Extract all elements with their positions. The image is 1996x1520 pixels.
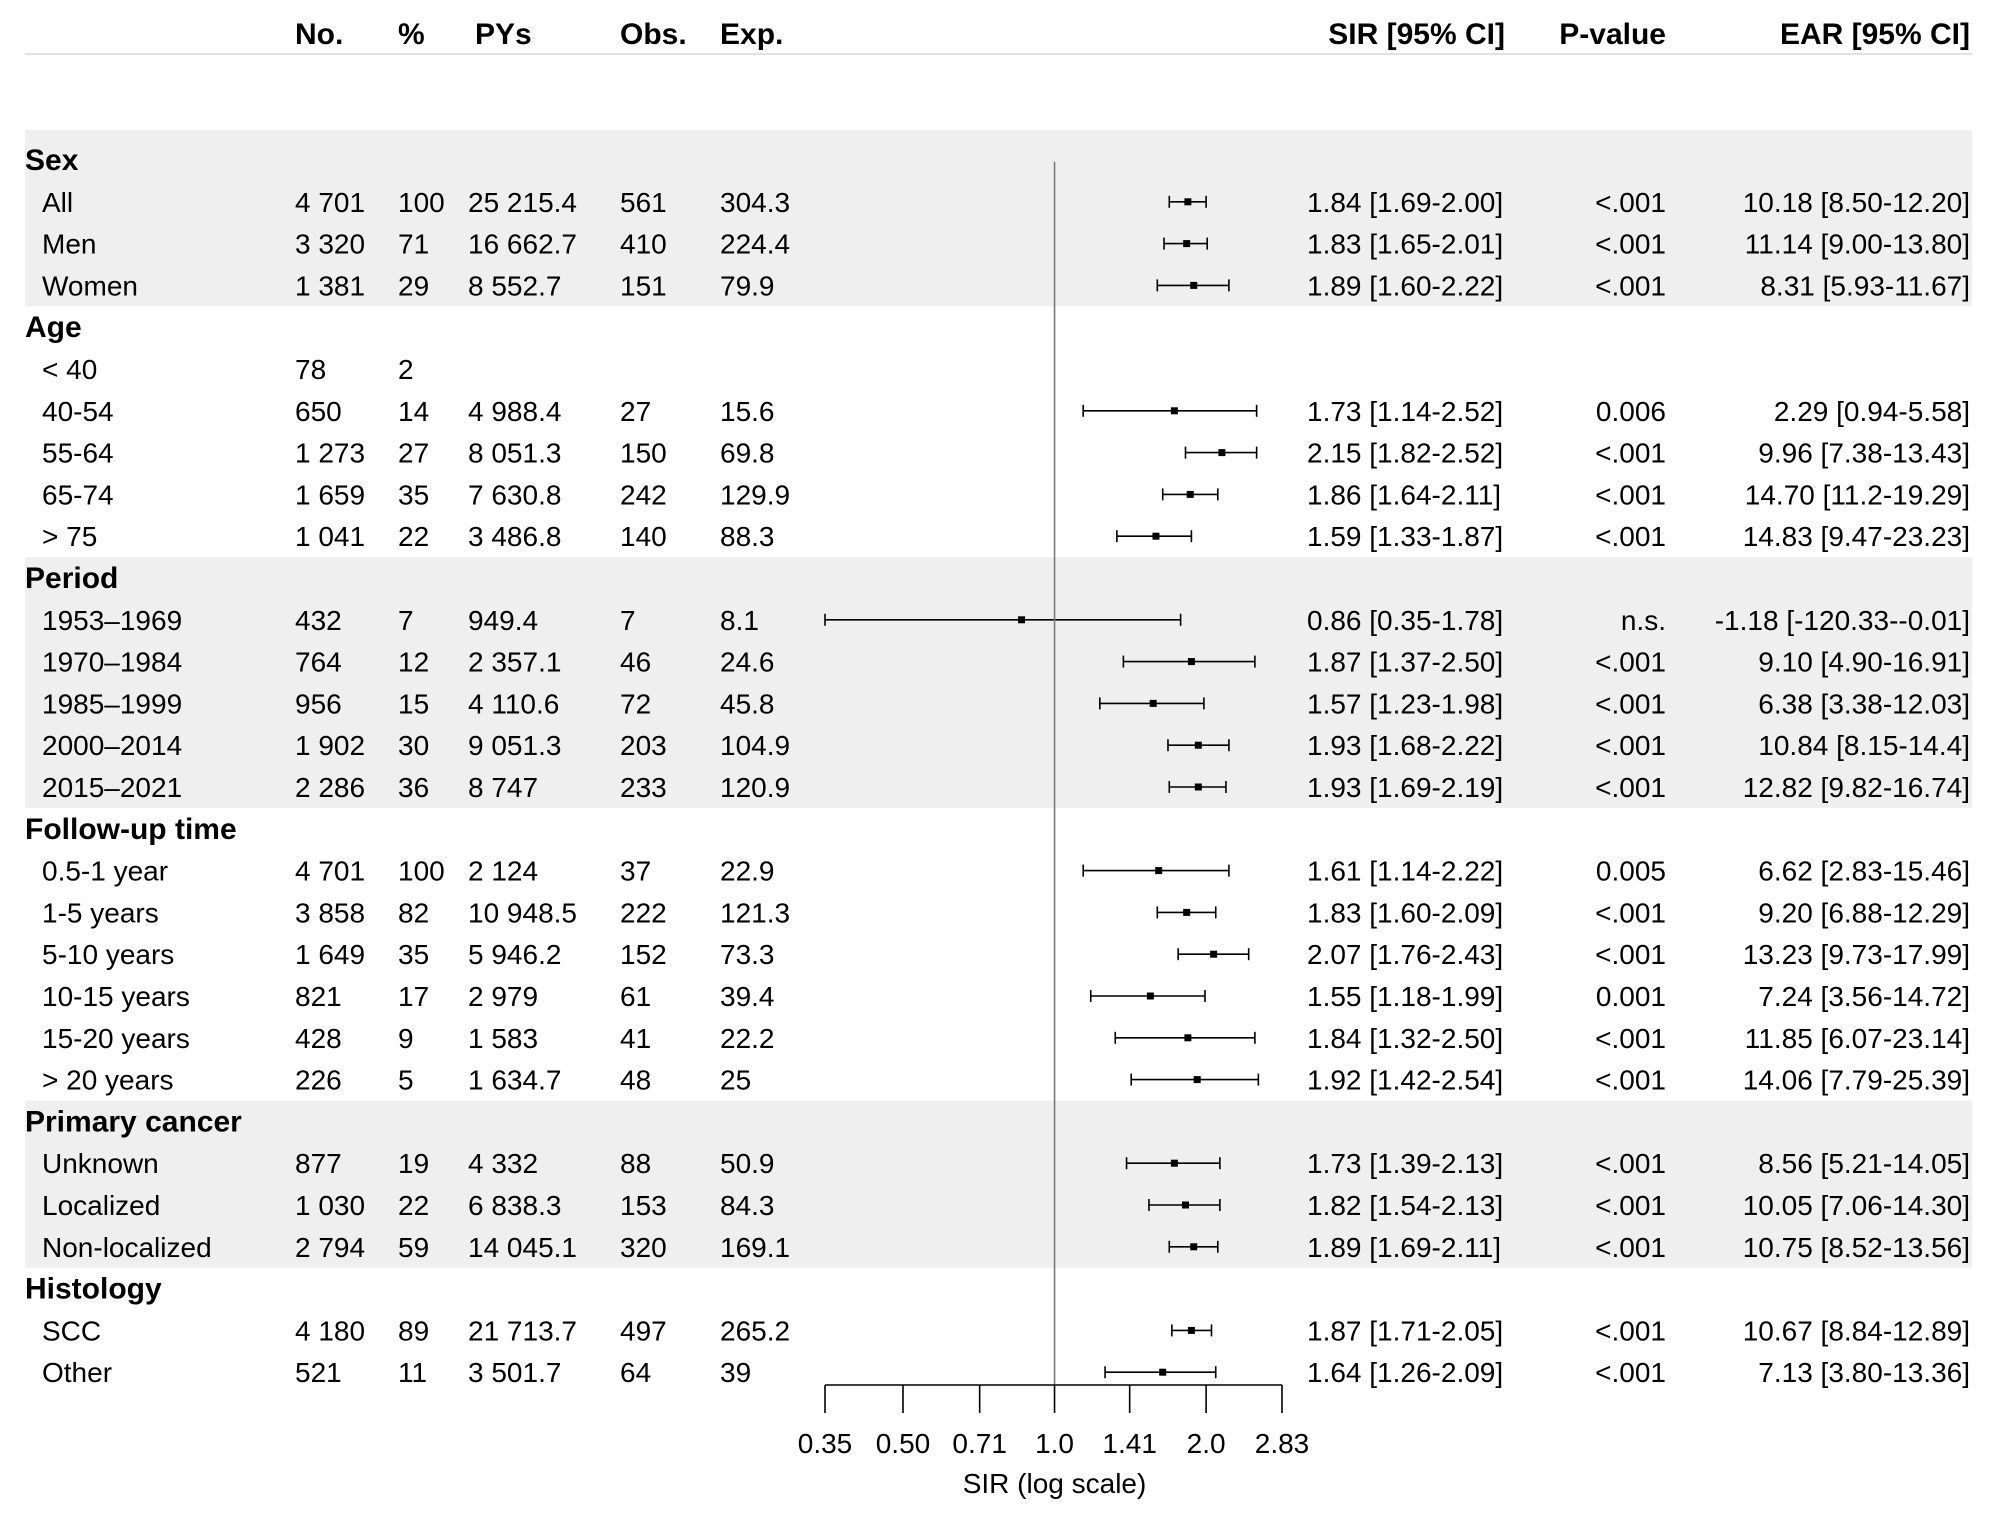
cell-pvalue: <.001 <box>1595 1315 1666 1347</box>
row-label: Unknown <box>42 1148 159 1180</box>
cell-percent: 100 <box>398 855 445 887</box>
row-label: 2000–2014 <box>42 730 183 762</box>
cell-exp: 50.9 <box>720 1148 775 1180</box>
cell-no: 821 <box>295 981 342 1012</box>
cell-exp: 121.3 <box>720 897 791 929</box>
point-estimate <box>1183 909 1190 916</box>
point-estimate <box>1171 1160 1178 1167</box>
cell-obs: 222 <box>620 897 667 929</box>
cell-ear-ci: 8.31 [5.93-11.67] <box>1760 270 1970 302</box>
cell-sir-ci: 1.59 [1.33-1.87] <box>1307 521 1504 553</box>
cell-pys: 6 838.3 <box>468 1190 562 1221</box>
cell-pys: 2 124 <box>468 855 539 887</box>
cell-obs: 140 <box>620 521 667 553</box>
cell-sir-ci: 1.86 [1.64-2.11] <box>1307 479 1502 511</box>
point-estimate <box>1171 407 1178 414</box>
row-label: > 75 <box>42 521 98 553</box>
cell-sir-ci: 1.87 [1.71-2.05] <box>1307 1315 1504 1347</box>
cell-percent: 35 <box>398 939 430 971</box>
cell-no: 2 286 <box>295 772 366 803</box>
cell-pvalue: 0.006 <box>1595 395 1666 427</box>
point-estimate <box>1188 1327 1195 1334</box>
cell-sir-ci: 1.84 [1.69-2.00] <box>1307 186 1504 218</box>
cell-pys: 1 583 <box>468 1022 539 1054</box>
row-label: 1-5 years <box>42 897 159 929</box>
row-label: Localized <box>42 1190 161 1221</box>
cell-pys: 5 946.2 <box>468 939 562 971</box>
cell-pys: 4 988.4 <box>468 395 562 427</box>
cell-ear-ci: 10.05 [7.06-14.30] <box>1742 1190 1970 1221</box>
cell-pvalue: <.001 <box>1595 228 1666 260</box>
cell-pvalue: <.001 <box>1595 646 1666 678</box>
cell-sir-ci: 1.87 [1.37-2.50] <box>1307 646 1504 678</box>
row-label: 1953–1969 <box>42 604 183 636</box>
point-estimate <box>1187 491 1194 498</box>
cell-pvalue: <.001 <box>1595 897 1666 929</box>
cell-ear-ci: 14.83 [9.47-23.23] <box>1742 521 1970 553</box>
point-estimate <box>1218 449 1225 456</box>
cell-ear-ci: 10.75 [8.52-13.56] <box>1742 1231 1970 1263</box>
cell-sir-ci: 1.57 [1.23-1.98] <box>1307 688 1504 720</box>
group-label: Period <box>25 562 119 595</box>
cell-pvalue: <.001 <box>1595 1231 1666 1263</box>
point-estimate <box>1155 867 1162 874</box>
cell-obs: 72 <box>620 688 652 720</box>
cell-no: 1 030 <box>295 1190 366 1221</box>
cell-sir-ci: 1.55 [1.18-1.99] <box>1307 981 1504 1012</box>
cell-no: 1 381 <box>295 270 366 302</box>
point-estimate <box>1018 616 1025 623</box>
point-estimate <box>1147 993 1154 1000</box>
cell-ear-ci: -1.18 [-120.33--0.01] <box>1714 604 1970 636</box>
cell-sir-ci: 1.83 [1.65-2.01] <box>1307 228 1504 260</box>
point-estimate <box>1210 951 1217 958</box>
row-label: 15-20 years <box>42 1022 190 1054</box>
cell-pvalue: <.001 <box>1595 437 1666 469</box>
cell-pys: 16 662.7 <box>468 228 577 260</box>
cell-no: 4 701 <box>295 186 366 218</box>
cell-obs: 242 <box>620 479 667 511</box>
cell-pys: 25 215.4 <box>468 186 577 218</box>
cell-pvalue: <.001 <box>1595 772 1666 803</box>
cell-percent: 9 <box>398 1022 414 1054</box>
point-estimate <box>1190 282 1197 289</box>
cell-sir-ci: 1.73 [1.14-2.52] <box>1307 395 1504 427</box>
x-tick-label: 0.35 <box>797 1428 853 1459</box>
x-tick-label: 2.83 <box>1254 1428 1310 1459</box>
point-estimate <box>1188 658 1195 665</box>
table-header <box>25 18 1972 54</box>
cell-pvalue: 0.001 <box>1595 981 1666 1012</box>
cell-sir-ci: 2.15 [1.82-2.52] <box>1307 437 1504 469</box>
cell-sir-ci: 0.86 [0.35-1.78] <box>1307 604 1504 636</box>
header-obs: Obs. <box>620 18 687 51</box>
cell-pvalue: <.001 <box>1595 270 1666 302</box>
cell-pys: 1 634.7 <box>468 1064 562 1096</box>
cell-ear-ci: 14.70 [11.2-19.29] <box>1744 479 1970 511</box>
row-label: Non-localized <box>42 1231 212 1263</box>
cell-sir-ci: 2.07 [1.76-2.43] <box>1307 939 1504 971</box>
cell-pvalue: n.s. <box>1620 604 1666 636</box>
header-percent: % <box>398 18 425 51</box>
cell-no: 1 273 <box>295 437 366 469</box>
point-estimate <box>1184 198 1191 205</box>
cell-pvalue: <.001 <box>1595 1190 1666 1221</box>
x-tick-label: 1.0 <box>1035 1428 1075 1459</box>
cell-percent: 71 <box>398 228 430 260</box>
cell-obs: 320 <box>620 1231 667 1263</box>
cell-no: 521 <box>295 1357 342 1389</box>
cell-obs: 88 <box>620 1148 652 1180</box>
cell-pys: 4 332 <box>468 1148 539 1180</box>
point-estimate <box>1150 700 1157 707</box>
group-band <box>25 557 1972 808</box>
cell-no: 956 <box>295 688 342 720</box>
point-estimate <box>1182 1202 1189 1209</box>
cell-ear-ci: 12.82 [9.82-16.74] <box>1742 772 1970 803</box>
x-axis-label: SIR (log scale) <box>962 1468 1147 1499</box>
point-estimate <box>1194 1076 1201 1083</box>
cell-percent: 2 <box>398 354 414 385</box>
cell-pys: 8 051.3 <box>468 437 562 469</box>
header-exp: Exp. <box>720 18 784 51</box>
cell-obs: 27 <box>620 395 652 427</box>
cell-percent: 22 <box>398 1190 430 1221</box>
cell-ear-ci: 10.67 [8.84-12.89] <box>1742 1315 1970 1347</box>
cell-obs: 61 <box>620 981 652 1012</box>
cell-exp: 120.9 <box>720 772 791 803</box>
cell-ear-ci: 9.96 [7.38-13.43] <box>1758 437 1970 469</box>
group-label: Follow-up time <box>25 812 237 846</box>
cell-pys: 2 357.1 <box>468 646 562 678</box>
cell-percent: 100 <box>398 186 445 218</box>
row-label: Men <box>42 228 97 260</box>
cell-pys: 949.4 <box>468 604 539 636</box>
cell-percent: 27 <box>398 437 430 469</box>
cell-exp: 8.1 <box>720 604 759 636</box>
cell-sir-ci: 1.64 [1.26-2.09] <box>1307 1357 1504 1389</box>
cell-exp: 39.4 <box>720 981 775 1012</box>
cell-exp: 15.6 <box>720 395 775 427</box>
cell-percent: 29 <box>398 270 430 302</box>
cell-pys: 8 552.7 <box>468 270 562 302</box>
row-label: 0.5-1 year <box>42 855 169 887</box>
cell-no: 877 <box>295 1148 342 1180</box>
cell-pvalue: <.001 <box>1595 688 1666 720</box>
cell-pvalue: <.001 <box>1595 479 1666 511</box>
cell-ear-ci: 11.85 [6.07-23.14] <box>1744 1022 1970 1054</box>
cell-pvalue: <.001 <box>1595 521 1666 553</box>
cell-ear-ci: 6.38 [3.38-12.03] <box>1758 688 1970 720</box>
cell-sir-ci: 1.82 [1.54-2.13] <box>1307 1190 1504 1221</box>
cell-percent: 36 <box>398 772 430 803</box>
cell-no: 4 180 <box>295 1315 366 1347</box>
cell-pys: 7 630.8 <box>468 479 562 511</box>
row-label: 1985–1999 <box>42 688 183 720</box>
header-ear-ci: EAR [95% CI] <box>1779 18 1970 51</box>
header-pvalue: P-value <box>1559 18 1666 51</box>
cell-percent: 12 <box>398 646 430 678</box>
row-label: Other <box>42 1357 113 1389</box>
cell-exp: 25 <box>720 1064 752 1096</box>
cell-sir-ci: 1.61 [1.14-2.22] <box>1307 855 1504 887</box>
x-tick-label: 0.71 <box>952 1428 1007 1459</box>
cell-no: 764 <box>295 646 342 678</box>
cell-sir-ci: 1.89 [1.69-2.11] <box>1307 1231 1502 1263</box>
cell-pvalue: <.001 <box>1595 1357 1666 1389</box>
point-estimate <box>1152 533 1159 540</box>
cell-no: 2 794 <box>295 1231 366 1263</box>
cell-pvalue: 0.005 <box>1595 855 1666 887</box>
cell-no: 428 <box>295 1022 342 1054</box>
x-tick-label: 1.41 <box>1102 1428 1157 1459</box>
cell-ear-ci: 8.56 [5.21-14.05] <box>1758 1148 1970 1180</box>
cell-exp: 304.3 <box>720 186 791 218</box>
cell-obs: 7 <box>620 604 636 636</box>
cell-percent: 11 <box>398 1357 428 1389</box>
row-label: All <box>42 186 74 218</box>
cell-ear-ci: 10.84 [8.15-14.4] <box>1758 730 1970 762</box>
cell-pvalue: <.001 <box>1595 730 1666 762</box>
row-label: 1970–1984 <box>42 646 183 678</box>
cell-pys: 9 051.3 <box>468 730 562 762</box>
cell-no: 3 320 <box>295 228 366 260</box>
cell-exp: 169.1 <box>720 1231 791 1263</box>
cell-exp: 104.9 <box>720 730 791 762</box>
row-label: 55-64 <box>42 437 114 469</box>
row-label: SCC <box>42 1315 102 1347</box>
cell-obs: 151 <box>620 270 667 302</box>
cell-exp: 129.9 <box>720 479 791 511</box>
point-estimate <box>1195 784 1202 791</box>
cell-sir-ci: 1.92 [1.42-2.54] <box>1307 1064 1504 1096</box>
x-axis <box>798 162 1310 1499</box>
cell-sir-ci: 1.93 [1.69-2.19] <box>1307 772 1504 803</box>
cell-exp: 24.6 <box>720 646 775 678</box>
group-label: Sex <box>25 144 79 177</box>
cell-pvalue: <.001 <box>1595 186 1666 218</box>
cell-exp: 265.2 <box>720 1315 791 1347</box>
cell-percent: 30 <box>398 730 430 762</box>
cell-pvalue: <.001 <box>1595 1064 1666 1096</box>
cell-obs: 497 <box>620 1315 667 1347</box>
cell-exp: 45.8 <box>720 688 775 720</box>
cell-obs: 41 <box>620 1022 652 1054</box>
x-tick-label: 0.50 <box>875 1428 931 1459</box>
cell-pys: 8 747 <box>468 772 539 803</box>
cell-percent: 5 <box>398 1064 414 1096</box>
group-label: Histology <box>25 1272 162 1306</box>
cell-obs: 48 <box>620 1064 652 1096</box>
cell-pys: 21 713.7 <box>468 1315 577 1347</box>
point-estimate <box>1190 1243 1197 1250</box>
cell-pvalue: <.001 <box>1595 939 1666 971</box>
cell-no: 1 902 <box>295 730 366 762</box>
cell-exp: 84.3 <box>720 1190 775 1221</box>
row-label: 65-74 <box>42 479 114 511</box>
cell-exp: 22.2 <box>720 1022 775 1054</box>
cell-obs: 203 <box>620 730 667 762</box>
cell-exp: 69.8 <box>720 437 775 469</box>
cell-obs: 153 <box>620 1190 667 1221</box>
cell-percent: 22 <box>398 521 430 553</box>
row-label: 2015–2021 <box>42 772 183 803</box>
cell-ear-ci: 13.23 [9.73-17.99] <box>1742 939 1970 971</box>
point-estimate <box>1195 742 1202 749</box>
cell-exp: 73.3 <box>720 939 775 971</box>
cell-obs: 150 <box>620 437 667 469</box>
point-estimate <box>1183 240 1190 247</box>
cell-sir-ci: 1.89 [1.60-2.22] <box>1307 270 1504 302</box>
cell-ear-ci: 10.18 [8.50-12.20] <box>1742 186 1970 218</box>
group-label: Primary cancer <box>25 1105 242 1139</box>
cell-no: 650 <box>295 395 342 427</box>
row-label: 5-10 years <box>42 939 175 971</box>
cell-no: 1 649 <box>295 939 366 971</box>
cell-ear-ci: 6.62 [2.83-15.46] <box>1758 855 1970 887</box>
row-label: 40-54 <box>42 395 114 427</box>
cell-ear-ci: 9.10 [4.90-16.91] <box>1758 646 1970 678</box>
cell-no: 1 041 <box>295 521 366 553</box>
point-estimate <box>1159 1369 1166 1376</box>
cell-obs: 37 <box>620 855 652 887</box>
cell-sir-ci: 1.73 [1.39-2.13] <box>1307 1148 1504 1180</box>
cell-pys: 3 501.7 <box>468 1357 562 1389</box>
cell-pvalue: <.001 <box>1595 1022 1666 1054</box>
cell-no: 78 <box>295 354 327 385</box>
row-label: 10-15 years <box>42 981 190 1012</box>
cell-percent: 35 <box>398 479 430 511</box>
cell-percent: 15 <box>398 688 430 720</box>
cell-ear-ci: 7.13 [3.80-13.36] <box>1758 1357 1970 1389</box>
cell-sir-ci: 1.83 [1.60-2.09] <box>1307 897 1504 929</box>
cell-no: 1 659 <box>295 479 366 511</box>
cell-percent: 7 <box>398 604 414 636</box>
cell-percent: 19 <box>398 1148 430 1180</box>
cell-ear-ci: 14.06 [7.79-25.39] <box>1742 1064 1970 1096</box>
cell-obs: 410 <box>620 228 667 260</box>
cell-no: 432 <box>295 604 342 636</box>
cell-exp: 88.3 <box>720 521 775 553</box>
cell-no: 3 858 <box>295 897 366 929</box>
cell-exp: 22.9 <box>720 855 775 887</box>
cell-no: 4 701 <box>295 855 366 887</box>
point-estimate <box>1184 1034 1191 1041</box>
x-tick-label: 2.0 <box>1186 1428 1226 1459</box>
cell-exp: 79.9 <box>720 270 775 302</box>
cell-sir-ci: 1.84 [1.32-2.50] <box>1307 1022 1504 1054</box>
cell-no: 226 <box>295 1064 342 1096</box>
cell-pys: 3 486.8 <box>468 521 562 553</box>
cell-percent: 89 <box>398 1315 430 1347</box>
row-label: Women <box>42 270 138 302</box>
cell-percent: 14 <box>398 395 430 427</box>
cell-sir-ci: 1.93 [1.68-2.22] <box>1307 730 1504 762</box>
cell-ear-ci: 7.24 [3.56-14.72] <box>1758 981 1970 1012</box>
row-label: > 20 years <box>42 1064 174 1096</box>
cell-percent: 17 <box>398 981 430 1012</box>
cell-pys: 4 110.6 <box>468 688 560 720</box>
header-pys: PYs <box>475 18 532 51</box>
cell-percent: 59 <box>398 1231 430 1263</box>
cell-exp: 39 <box>720 1357 752 1389</box>
cell-obs: 46 <box>620 646 652 678</box>
cell-pys: 14 045.1 <box>468 1231 577 1263</box>
row-label: < 40 <box>42 354 98 385</box>
header-sir-ci: SIR [95% CI] <box>1328 18 1505 51</box>
cell-ear-ci: 11.14 [9.00-13.80] <box>1744 228 1970 260</box>
cell-obs: 64 <box>620 1357 652 1389</box>
cell-exp: 224.4 <box>720 228 791 260</box>
cell-ear-ci: 9.20 [6.88-12.29] <box>1758 897 1970 929</box>
cell-percent: 82 <box>398 897 430 929</box>
cell-obs: 233 <box>620 772 667 803</box>
cell-ear-ci: 2.29 [0.94-5.58] <box>1773 395 1970 427</box>
cell-pvalue: <.001 <box>1595 1148 1666 1180</box>
cell-pys: 2 979 <box>468 981 539 1012</box>
cell-pys: 10 948.5 <box>468 897 577 929</box>
group-label: Age <box>25 311 82 345</box>
cell-obs: 561 <box>620 186 667 218</box>
cell-obs: 152 <box>620 939 667 971</box>
header-no: No. <box>295 18 344 51</box>
